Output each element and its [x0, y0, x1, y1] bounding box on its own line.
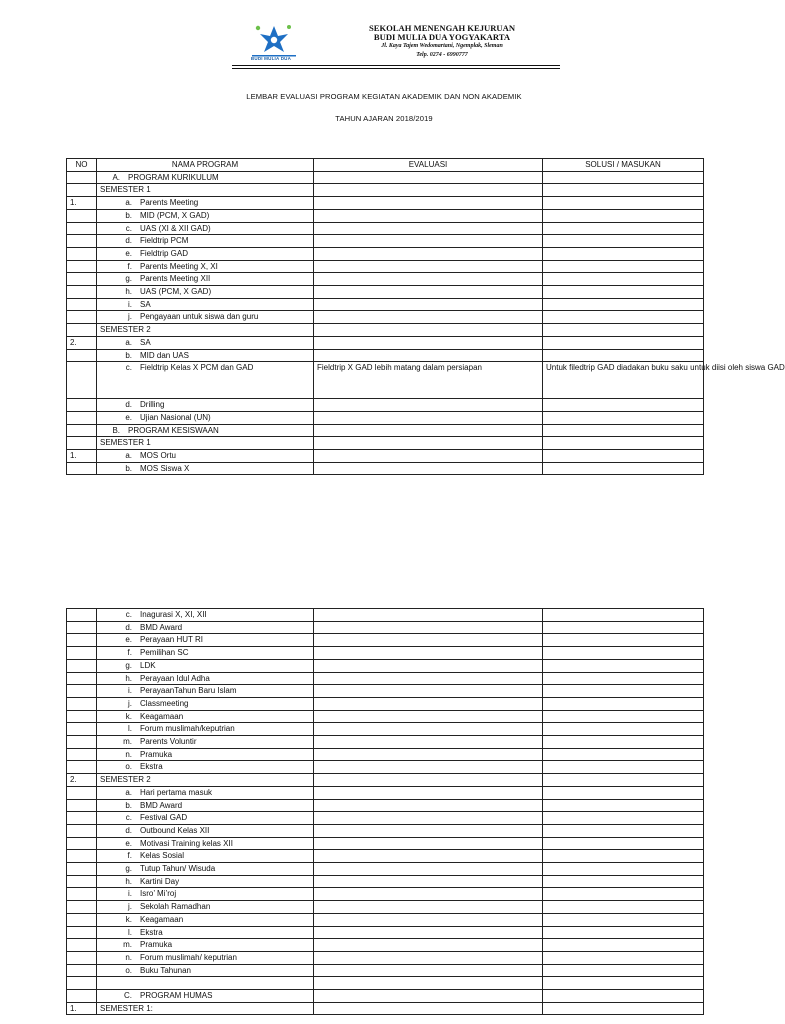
table-row: n. Pramuka [67, 748, 704, 761]
program-name: Tutup Tahun/ Wisuda [140, 864, 216, 874]
program-name: Outbound Kelas XII [140, 825, 210, 835]
evaluation-cell: Fieldtrip X GAD lebih matang dalam persiapan [314, 362, 543, 399]
program-name: PerayaanTahun Baru Islam [140, 686, 237, 696]
table-row: h. UAS (PCM, X GAD) [67, 286, 704, 299]
program-name: Classmeeting [140, 698, 189, 708]
program-name: Parents Meeting X, XI [140, 261, 218, 271]
row-number: 1. [67, 1002, 97, 1015]
school-name-line1: SEKOLAH MENENGAH KEJURUAN [368, 23, 516, 33]
section-row: C. PROGRAM HUMAS [67, 990, 704, 1003]
program-name: Pramuka [140, 940, 173, 950]
program-name: MOS Ortu [140, 451, 177, 461]
table-row: d. Fieldtrip PCM [67, 235, 704, 248]
program-name: Kartini Day [140, 876, 180, 886]
table-row: c. Inagurasi X, XI, XII [67, 609, 704, 622]
program-name: Fieldtrip GAD [140, 248, 189, 258]
program-name: Keagamaan [140, 914, 184, 924]
table-row: o. Buku Tahunan [67, 964, 704, 977]
program-name: Forum muslimah/ keputrian [140, 952, 237, 962]
table-row: f. Parents Meeting X, XI [67, 260, 704, 273]
semester-row [67, 324, 704, 337]
section-label: PROGRAM KESISWAAN [128, 425, 219, 435]
program-name: Drilling [140, 400, 165, 410]
table-row: b. MOS Siswa X [67, 462, 704, 475]
school-phone: Telp. 0274 - 6990777 [416, 52, 468, 58]
table-row: e. Motivasi Training kelas XII [67, 837, 704, 850]
semester-label: SEMESTER 1 [97, 437, 314, 450]
program-name: Buku Tahunan [140, 965, 192, 975]
table-header-row [67, 159, 704, 172]
table-row: h. Perayaan Idul Adha [67, 672, 704, 685]
table-row: o. Ekstra [67, 761, 704, 774]
table-row: g. LDK [67, 659, 704, 672]
program-name: Perayaan HUT RI [140, 635, 203, 645]
logo-caption: BUDI MULIA DUA [250, 56, 292, 61]
evaluation-table-part2 [66, 608, 704, 1015]
table-row: d. Outbound Kelas XII [67, 824, 704, 837]
program-name: Pemilihan SC [140, 648, 189, 658]
row-number: 1. [67, 450, 97, 463]
table-row: n. Forum muslimah/ keputrian [67, 951, 704, 964]
program-name: Forum muslimah/keputrian [140, 724, 235, 734]
program-name: MID (PCM, X GAD) [140, 210, 210, 220]
section-row: B. PROGRAM KESISWAAN [67, 424, 704, 437]
table-row: l. Ekstra [67, 926, 704, 939]
program-name: UAS (XI & XII GAD) [140, 223, 211, 233]
program-name: MOS Siswa X [140, 463, 190, 473]
program-name: Pramuka [140, 749, 173, 759]
section-label: PROGRAM HUMAS [140, 991, 213, 1001]
table-row: j. Pengayaan untuk siswa dan guru [67, 311, 704, 324]
program-name: Keagamaan [140, 711, 184, 721]
program-name: Isro’ Mi’roj [140, 889, 177, 899]
table-row: b. BMD Award [67, 799, 704, 812]
table-row: j. Classmeeting [67, 697, 704, 710]
row-number: 2. [67, 774, 97, 787]
semester-row [67, 774, 704, 787]
header-solusi: SOLUSI / MASUKAN [543, 159, 704, 172]
program-name: MID dan UAS [140, 350, 189, 360]
table-row: d. BMD Award [67, 621, 704, 634]
document-title: LEMBAR EVALUASI PROGRAM KEGIATAN AKADEMIK DAN NON AKADEMIK [246, 92, 522, 101]
table-row: b. MID (PCM, X GAD) [67, 209, 704, 222]
program-name: Parents Meeting XII [140, 274, 211, 284]
program-name: Festival GAD [140, 813, 188, 823]
academic-year: TAHUN AJARAN 2018/2019 [335, 114, 433, 123]
table-row: f. Pemilihan SC [67, 647, 704, 660]
table-row: h. Kartini Day [67, 875, 704, 888]
table-row: i. SA [67, 298, 704, 311]
table-row: a. Hari pertama masuk [67, 786, 704, 799]
evaluation-table-part1 [66, 158, 785, 475]
table-row: l. Forum muslimah/keputrian [67, 723, 704, 736]
empty-row [67, 977, 704, 990]
program-name: Parents Voluntir [140, 737, 197, 747]
header-evaluasi: EVALUASI [314, 159, 543, 172]
section-label: PROGRAM KURIKULUM [128, 172, 219, 182]
table-row: k. Keagamaan [67, 710, 704, 723]
program-name: Motivasi Training kelas XII [140, 838, 233, 848]
school-address: Jl. Kaya Tajem Wedomartani, Ngemplak, Sleman [381, 43, 503, 49]
table-row: d. Drilling [67, 399, 704, 412]
table-row: g. Tutup Tahun/ Wisuda [67, 863, 704, 876]
semester-row [67, 437, 704, 450]
letterhead [232, 20, 562, 68]
program-name: Parents Meeting [140, 198, 199, 208]
semester-label: SEMESTER 1: [97, 1002, 314, 1015]
row-number: 2. [67, 336, 97, 349]
program-name: Ujian Nasional (UN) [140, 412, 211, 422]
header-rule-thick [232, 65, 560, 66]
semester-label: SEMESTER 2 [97, 774, 314, 787]
table-row: e. Fieldtrip GAD [67, 247, 704, 260]
table-row: e. Perayaan HUT RI [67, 634, 704, 647]
program-name: LDK [140, 660, 156, 670]
program-name: UAS (PCM, X GAD) [140, 287, 212, 297]
section-row: A. PROGRAM KURIKULUM [67, 171, 704, 184]
table-row: g. Parents Meeting XII [67, 273, 704, 286]
header-no: NO [67, 159, 97, 172]
semester-row [67, 1002, 704, 1015]
program-name: Hari pertama masuk [140, 787, 213, 797]
program-name: Fieldtrip Kelas X PCM dan GAD [140, 363, 254, 373]
program-name: SA [140, 299, 151, 309]
table-row: i. PerayaanTahun Baru Islam [67, 685, 704, 698]
table-row: j. Sekolah Ramadhan [67, 901, 704, 914]
table-row: i. Isro’ Mi’roj [67, 888, 704, 901]
table-row: k. Keagamaan [67, 913, 704, 926]
program-name: Kelas Sosial [140, 851, 185, 861]
school-identity [324, 24, 560, 59]
semester-row [67, 184, 704, 197]
header-rule-thin [232, 68, 560, 69]
table-row: 1. a. Parents Meeting [67, 197, 704, 210]
table-row: c. UAS (XI & XII GAD) [67, 222, 704, 235]
solution-cell: Untuk filedtrip GAD diadakan buku saku untuk diisi oleh siswa GAD [543, 362, 704, 399]
table-row: m. Parents Voluntir [67, 736, 704, 749]
table-row: b. MID dan UAS [67, 349, 704, 362]
table-row: 2. a. SA [67, 336, 704, 349]
program-name: Ekstra [140, 762, 163, 772]
row-number: 1. [67, 197, 97, 210]
program-name: SA [140, 337, 151, 347]
header-program: NAMA PROGRAM [97, 159, 314, 172]
table-row: 1. a. MOS Ortu [67, 450, 704, 463]
program-name: BMD Award [140, 800, 183, 810]
program-name: Pengayaan untuk siswa dan guru [140, 312, 259, 322]
program-name: Sekolah Ramadhan [140, 902, 211, 912]
semester-label: SEMESTER 1 [97, 184, 314, 197]
program-name: Ekstra [140, 927, 163, 937]
table-row: e. Ujian Nasional (UN) [67, 411, 704, 424]
table-row: c. Festival GAD [67, 812, 704, 825]
table-row: m. Pramuka [67, 939, 704, 952]
program-name: Perayaan Idul Adha [140, 673, 210, 683]
program-name: BMD Award [140, 622, 183, 632]
program-name: Fieldtrip PCM [140, 236, 189, 246]
school-name-line2: BUDI MULIA DUA YOGYAKARTA [373, 32, 511, 42]
table-row: c. Fieldtrip Kelas X PCM dan GAD Fieldtrip X GAD lebih matang dalam persiapan Untuk filedtrip GAD diadakan buku saku untuk diisi oleh siswa GAD [67, 362, 704, 399]
semester-label: SEMESTER 2 [97, 324, 314, 337]
table-row: f. Kelas Sosial [67, 850, 704, 863]
program-name: Inagurasi X, XI, XII [140, 610, 207, 619]
